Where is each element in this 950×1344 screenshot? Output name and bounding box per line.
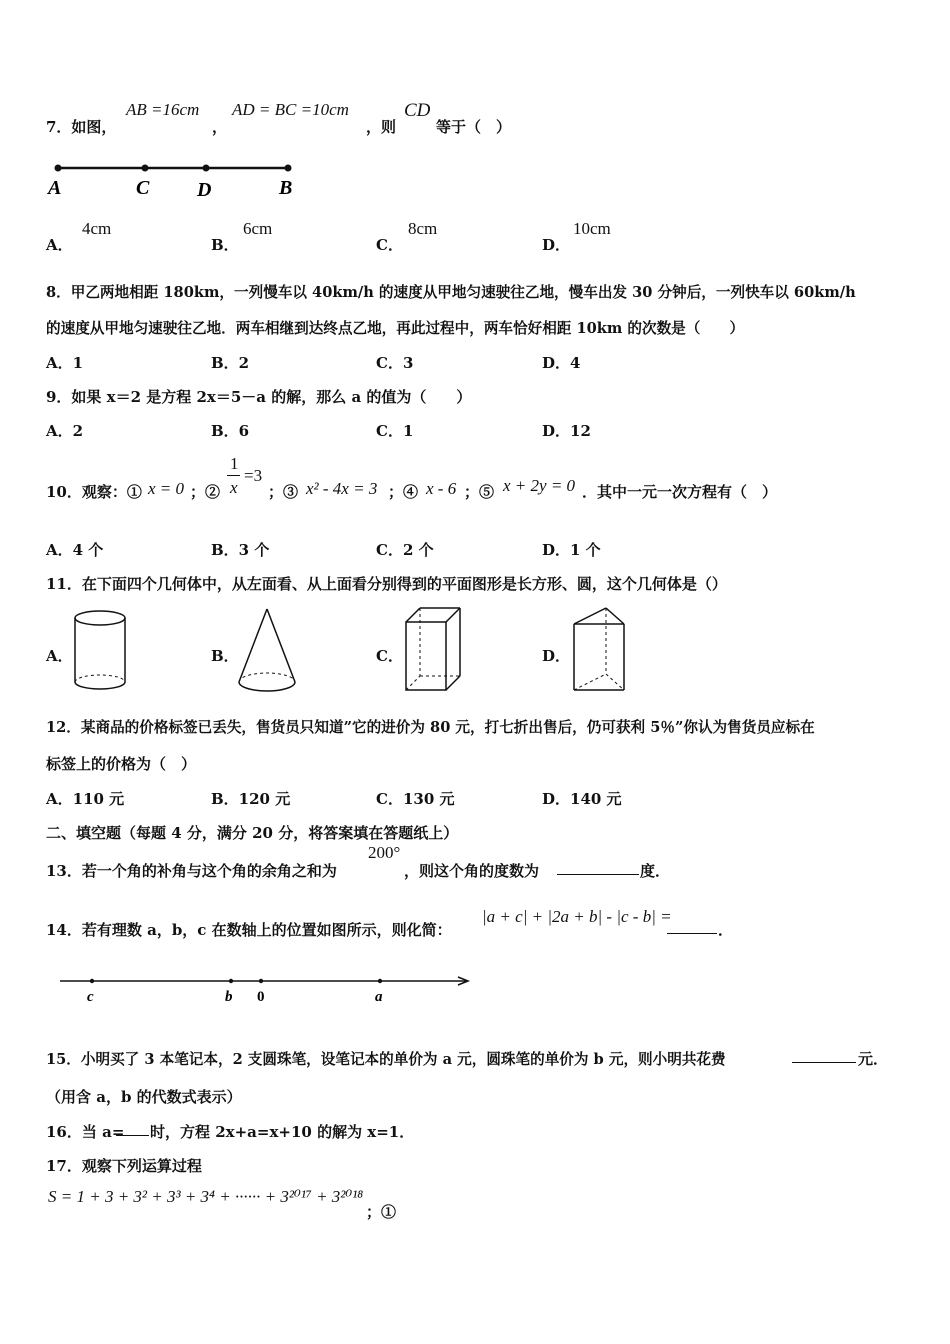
point-a	[55, 165, 62, 172]
q17-formula: S = 1 + 3 + 3² + 3³ + 3⁴ + ······ + 3²⁰¹⁷ + 3²⁰¹⁸	[48, 1187, 364, 1206]
q7-formula-ab: AB =16cm	[126, 100, 200, 119]
q10-option-b: B．3 个	[211, 541, 270, 559]
q9-option-a: A．2	[46, 422, 84, 440]
point-c	[90, 979, 94, 983]
q7-option-a-value: 4cm	[82, 219, 112, 238]
q7-formula-cd: CD	[404, 100, 431, 121]
q7-option-a-letter: A．	[46, 236, 73, 254]
label-b: B	[279, 177, 293, 199]
q16-suffix: 时，方程 2x+a=x+10 的解为 x=1．	[150, 1123, 415, 1141]
q7-formula-ad-bc: AD = BC =10cm	[232, 100, 349, 119]
q16-answer-blank[interactable]	[116, 1121, 149, 1136]
q7-option-d-letter: D．	[542, 236, 571, 254]
q9-option-c: C．1	[376, 422, 414, 440]
q7-option-b-letter: B．	[211, 236, 239, 254]
point-origin	[259, 979, 263, 983]
section-heading-fill-blank: 二、填空题（每题 4 分，满分 20 分，将答案填在答题纸上）	[46, 824, 459, 842]
axis-label-b: b	[225, 989, 233, 1005]
q7-number: 7．如图，	[46, 118, 117, 136]
q10-eq2: =3	[244, 466, 263, 485]
q14-answer-blank[interactable]	[667, 919, 717, 934]
rectangular-prism-icon	[402, 604, 464, 694]
q12-line2: 标签上的价格为（ ）	[46, 755, 197, 773]
q8-option-c: C．3	[376, 354, 414, 372]
q10-frac-bar	[227, 475, 240, 476]
q7-sep: ，	[212, 118, 228, 136]
q7-option-c-value: 8cm	[408, 219, 438, 238]
q10-eq1: x = 0	[148, 479, 185, 498]
q10-option-c: C．2 个	[376, 541, 434, 559]
q7-tail: 等于（ ）	[436, 118, 512, 136]
q10-eq3: x² - 4x = 3	[306, 479, 378, 498]
triangular-prism-icon	[570, 604, 628, 694]
q14-expression: |a + c| + |2a + b| - |c - b| =	[482, 907, 672, 926]
q10-frac-num: 1	[230, 454, 239, 473]
q13-suffix: 度．	[640, 862, 671, 880]
q11-option-c: C．	[376, 647, 403, 665]
q12-option-b: B．120 元	[211, 790, 291, 808]
q17-suffix: ；①	[366, 1203, 397, 1221]
q10-frac-den: x	[230, 478, 238, 497]
q8-line2: 的速度从甲地匀速驶往乙地．两车相继到达终点乙地，再此过程中，两车恰好相距 10km 的次数是（ ）	[46, 320, 745, 337]
q12-option-c: C．130 元	[376, 790, 455, 808]
q10-eq4: x - 6	[426, 479, 457, 498]
q11-stem: 11．在下面四个几何体中，从左面看、从上面看分别得到的平面图形是长方形、圆，这个几何体是（）	[46, 575, 727, 593]
q11-option-b: B．	[211, 647, 239, 665]
point-b	[229, 979, 233, 983]
q13-answer-blank[interactable]	[557, 860, 639, 875]
q9-option-d: D．12	[542, 422, 591, 440]
q12-option-d: D．140 元	[542, 790, 622, 808]
label-d: D	[197, 179, 212, 201]
q7-option-d-value: 10cm	[573, 219, 611, 238]
q11-option-d: D．	[542, 647, 571, 665]
q10-sep5: ；⑤	[464, 483, 495, 501]
q9-stem: 9．如果 x＝2 是方程 2x＝5－a 的解，那么 a 的值为（ ）	[46, 388, 472, 406]
q10-option-d: D．1 个	[542, 541, 601, 559]
q7-option-c-letter: C．	[376, 236, 403, 254]
q7-line-segment-figure	[46, 160, 306, 202]
cylinder-icon	[70, 608, 130, 694]
point-d	[203, 165, 210, 172]
q7-sep2: ，则	[366, 118, 397, 136]
q14-suffix: ．	[718, 921, 734, 939]
q13-angle: 200°	[368, 843, 401, 862]
q12-option-a: A．110 元	[46, 790, 125, 808]
q15-line1-suffix: 元．	[858, 1050, 889, 1068]
q8-option-d: D．4	[542, 354, 581, 372]
axis-label-a: a	[375, 989, 383, 1005]
axis-label-c: c	[87, 989, 94, 1005]
q8-option-a: A．1	[46, 354, 84, 372]
cone-icon	[234, 606, 300, 696]
point-c	[142, 165, 149, 172]
q10-sep3: ；③	[268, 483, 299, 501]
axis-label-zero: 0	[257, 989, 265, 1005]
q15-line1: 15．小明买了 3 本笔记本，2 支圆珠笔，设笔记本的单价为 a 元，圆珠笔的单价为 b 元，则小明共花费	[46, 1051, 726, 1068]
q15-answer-blank[interactable]	[792, 1048, 856, 1063]
q16-prefix: 16．当 a=	[46, 1123, 125, 1141]
q10-eq5: x + 2y = 0	[503, 476, 576, 495]
q13-middle: ，则这个角的度数为	[404, 862, 540, 880]
point-b	[285, 165, 292, 172]
q10-tail: ．其中一元一次方程有（ ）	[582, 483, 778, 501]
q10-sep2: ；②	[190, 483, 221, 501]
q10-sep4: ；④	[388, 483, 419, 501]
q9-option-b: B．6	[211, 422, 250, 440]
q11-option-a: A．	[46, 647, 73, 665]
point-a	[378, 979, 382, 983]
q14-number-line	[58, 972, 474, 1006]
label-c: C	[136, 177, 150, 199]
q8-option-b: B．2	[211, 354, 250, 372]
q10-option-a: A．4 个	[46, 541, 104, 559]
q17-stem: 17．观察下列运算过程	[46, 1157, 202, 1175]
q13-prefix: 13．若一个角的补角与这个角的余角之和为	[46, 862, 337, 880]
q14-prefix: 14．若有理数 a，b，c 在数轴上的位置如图所示，则化简：	[46, 921, 452, 939]
q8-line1: 8．甲乙两地相距 180km，一列慢车以 40km/h 的速度从甲地匀速驶往乙地，慢车出发 30 分钟后，一列快车以 60km/h	[46, 284, 856, 301]
q12-line1: 12．某商品的价格标签已丢失，售货员只知道”它的进价为 80 元，打七折出售后，仍可获利 5％”你认为售货员应标在	[46, 719, 815, 736]
q15-line2: （用含 a，b 的代数式表示）	[46, 1088, 242, 1106]
q10-prefix: 10．观察：①	[46, 483, 142, 501]
label-a: A	[48, 177, 62, 199]
q7-option-b-value: 6cm	[243, 219, 273, 238]
